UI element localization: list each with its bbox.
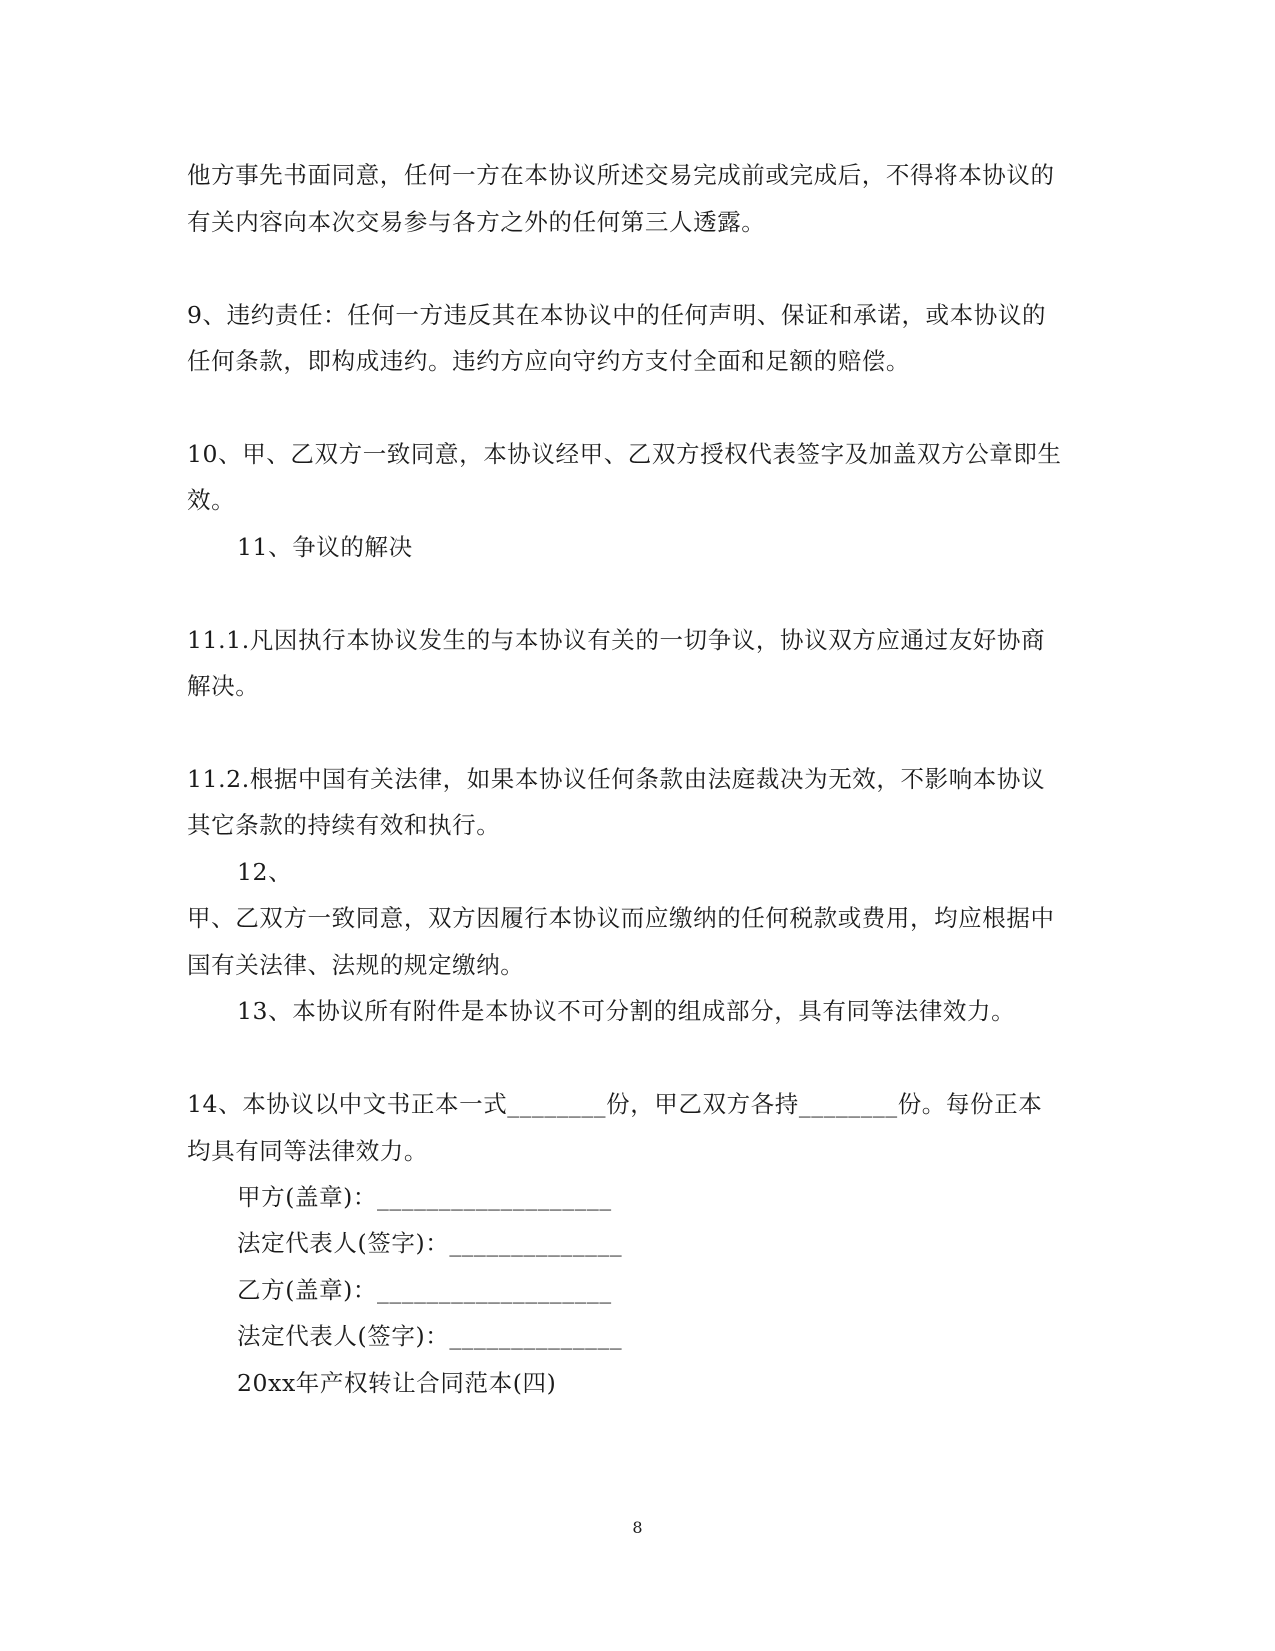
page-number: 8 [632, 1518, 643, 1537]
text-line-clause-8-end: 有关内容向本次交易参与各方之外的任何第三人透露。 [187, 208, 766, 236]
text-line-clause-11-1: 11.1.凡因执行本协议发生的与本协议有关的一切争议，协议双方应通过友好协商 [187, 626, 1046, 654]
text-line-clause-13: 13、本协议所有附件是本协议不可分割的组成部分，具有同等法律效力。 [237, 997, 1016, 1025]
signature-line-party-b-seal: 乙方(盖章)：___________________ [237, 1276, 612, 1304]
text-line-clause-9: 9、违约责任：任何一方违反其在本协议中的任何声明、保证和承诺，或本协议的 [187, 301, 1047, 329]
text-line-clause-8-continued: 他方事先书面同意，任何一方在本协议所述交易完成前或完成后，不得将本协议的 [187, 161, 1055, 189]
text-line-clause-11-2: 11.2.根据中国有关法律，如果本协议任何条款由法庭裁决为无效，不影响本协议 [187, 765, 1046, 793]
text-line-clause-14: 14、本协议以中文书正本一式________份，甲乙双方各持________份。每份正本 [187, 1090, 1043, 1118]
text-line-clause-12-number: 12、 [237, 858, 293, 886]
signature-line-party-b-representative: 法定代表人(签字)：______________ [237, 1322, 623, 1350]
text-line-clause-10-end: 效。 [187, 486, 236, 514]
text-line-clause-11-1-end: 解决。 [187, 672, 260, 700]
text-line-clause-12-end: 国有关法律、法规的规定缴纳。 [187, 951, 525, 979]
text-line-clause-9-end: 任何条款，即构成违约。违约方应向守约方支付全面和足额的赔偿。 [187, 347, 910, 375]
text-line-clause-11-heading: 11、争议的解决 [237, 533, 413, 561]
text-line-clause-10: 10、甲、乙双方一致同意，本协议经甲、乙双方授权代表签字及加盖双方公章即生 [187, 440, 1062, 468]
text-line-clause-14-end: 均具有同等法律效力。 [187, 1137, 428, 1165]
text-line-clause-11-2-end: 其它条款的持续有效和执行。 [187, 811, 501, 839]
signature-line-party-a-representative: 法定代表人(签字)：______________ [237, 1229, 623, 1257]
section-heading-next-template: 20xx年产权转让合同范本(四) [237, 1369, 557, 1397]
signature-line-party-a-seal: 甲方(盖章)：___________________ [237, 1183, 612, 1211]
text-line-clause-12: 甲、乙双方一致同意，双方因履行本协议而应缴纳的任何税款或费用，均应根据中 [187, 904, 1055, 932]
